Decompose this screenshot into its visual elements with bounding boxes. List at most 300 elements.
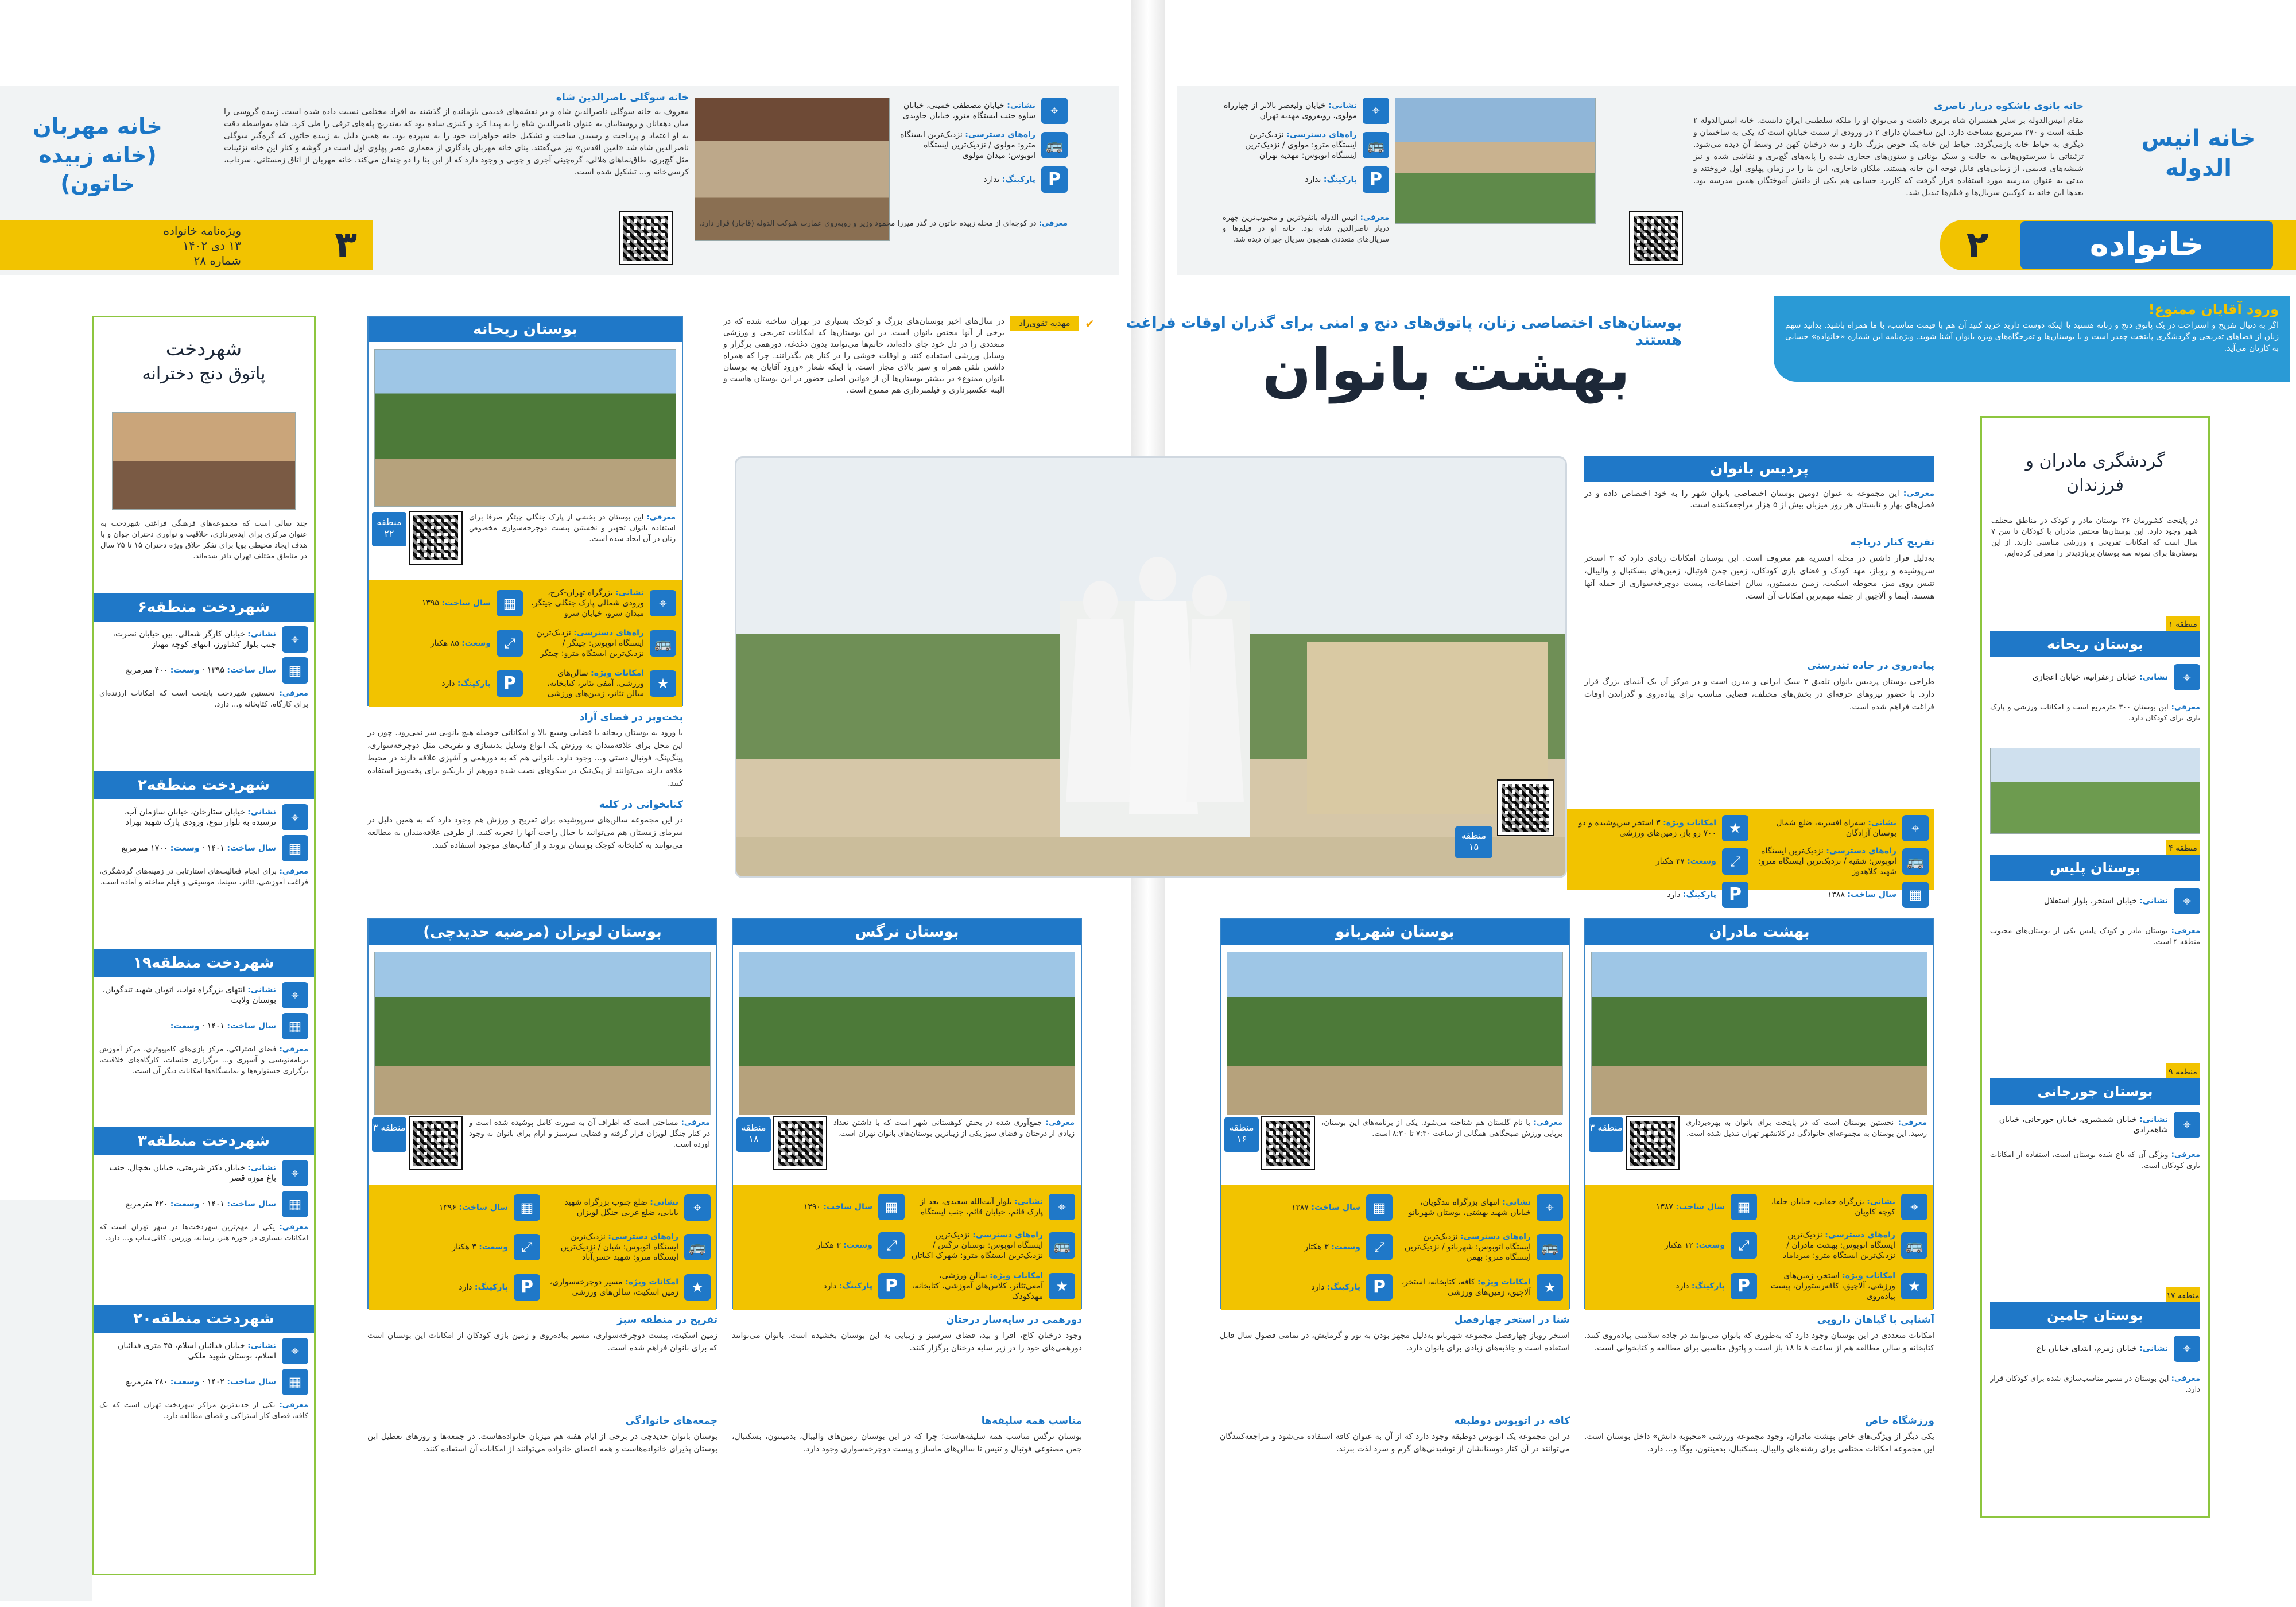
- revdane-intro: [1584, 488, 1934, 511]
- lavizan-sub1: تفریح در منطقه سبز: [617, 1314, 718, 1326]
- shahrdokht-year: ▦ سال ساخت: ۱۴۰۲ · وسعت: ۲۸۰ مترمربع: [94, 1364, 314, 1395]
- anis-text: مقام انیس‌الدوله بر سایر همسران شاه برتری داشت و می‌توان او را ملکه سلطنتی ایران دانست. خانه انیس‌الدوله ۲ طبقه است و ۲۷۰ مترمربع مساحت دارد. این ساختمان دارای ۲ در ورودی از سمت خیابان است که یکی به ساختمان و دیگری به حیاط خانه بازمی‌گردد. حیاط این خانه یک حوض بزرگ دارد و تنه درختان کهن در وسط آن دیده می‌شود. تزئیناتی با سرستون‌هایی به حالت و سبک یونانی و ستون‌های حجاری شده را پایه‌های گچ‌بری و نقاشی شده و نیز شیشه‌های قدیمی، از زیبایی‌های قابل توجه این خانه هستند. ملکان قاجاری، این بنا را در زمان پهلوی اول فروختند و مدتی به عنوان مدرسه مورد استفاده قرار گرفت که کاربرد حسابی هم یکی از دانش آموختگان همین مدرسه بود. بعدها این خانه به کوکبین سریال‌ها و فیلم‌ها تبدیل شد.: [1693, 116, 2084, 197]
- mc-address: [1990, 1112, 2200, 1138]
- park-title-reyhaneh: بوستان ریحانه: [369, 317, 682, 342]
- area-icon: ⤢: [878, 1232, 905, 1259]
- park-qr-narges[interactable]: [774, 1117, 826, 1169]
- left-page-number: ۳: [334, 224, 358, 266]
- park-year-value-reyhaneh: ۱۳۹۵: [421, 599, 439, 608]
- mc-region-badge: منطقه ۹: [2166, 1063, 2200, 1081]
- mother-child-item: [1982, 1063, 2208, 1282]
- bus-icon: 🚌: [1537, 1234, 1563, 1260]
- mc-intro-value: بوستان مادر و کودک پلیس یکی از بوستان‌های محبوب منطقه ۴ است.: [1990, 927, 2200, 946]
- area-icon: ⤢: [497, 630, 523, 657]
- mehraban-parking: ندارد: [983, 175, 1000, 184]
- anis-intro: [1223, 212, 1389, 245]
- calendar-icon: ▦: [282, 835, 308, 861]
- shahrdokht-item: [94, 1305, 314, 1477]
- park-year-value-madaran: ۱۳۸۷: [1655, 1202, 1673, 1212]
- parking-label: پارکینگ:: [1691, 1281, 1725, 1291]
- revdane-sub1: تفریح کنار دریاچه: [1850, 537, 1934, 548]
- park-intro-shahrbanoo: [1321, 1117, 1562, 1181]
- mc-address-value: خیابان استخر، بلوار استقلال: [2043, 896, 2137, 906]
- parking-icon: P: [1363, 166, 1389, 193]
- park-region-lavizan: منطقه ۳: [372, 1117, 406, 1152]
- bus-icon: 🚌: [650, 630, 676, 657]
- parking-icon: P: [1041, 166, 1068, 193]
- parking-icon: P: [1722, 882, 1748, 908]
- revdane-address: [1753, 815, 1929, 841]
- park-qr-shahrbanoo[interactable]: [1262, 1117, 1314, 1169]
- shahrbanoo-text1: استخر روباز چهارفصل مجموعه شهربانو به‌دلیل مجهز بودن به نور و گرمایش، در تمامی فصول سال قابل استفاده است و جاذبه‌های زیادی برای بانوان دارد.: [1220, 1331, 1570, 1353]
- park-card-narges: [732, 918, 1082, 1309]
- location-icon: ⌖: [282, 1338, 308, 1364]
- main-title: بهشت بانوان: [1262, 336, 1630, 403]
- park-area-value-lavizan: ۳ هکتار: [452, 1243, 476, 1252]
- address-label: نشانی:: [247, 1163, 276, 1173]
- parking-label: پارکینگ:: [457, 679, 491, 688]
- park-parking-narges: [739, 1268, 905, 1304]
- shahrdokht-intro-value: یکی از مهم‌ترین شهردخت‌ها در شهر تهران است که امکانات بسیاری در حوزه هنر، رسانه، ورزش، کافی‌شاپ و... دارد.: [99, 1223, 308, 1243]
- park-region-madaran: منطقه ۳: [1589, 1117, 1623, 1152]
- mehraban-intro: [695, 218, 1068, 229]
- star-icon: ★: [684, 1274, 711, 1301]
- year-label: سال ساخت:: [441, 599, 491, 608]
- revdane-address-value: سه‌راه افسریه، ضلع شمال بوستان آزادگان: [1776, 818, 1896, 838]
- bus-icon: 🚌: [1049, 1232, 1075, 1259]
- area-label: وسعت:: [170, 1377, 200, 1387]
- shahrdokht-year-value: ۱۴۰۲: [207, 1377, 224, 1387]
- statue-figure-1: [1066, 619, 1135, 802]
- address-label: نشانی:: [247, 1341, 276, 1350]
- narges-text1: وجود درختان کاج، افرا و بید، فضای سرسبز و زیبایی به این بوستان بخشیده است. بانوان می‌توانند دورهمی‌های خود را در زیر سایه درختان برگزار کنند.: [732, 1331, 1082, 1353]
- calendar-icon: ▦: [282, 1369, 308, 1395]
- park-parking-shahrbanoo: [1227, 1271, 1393, 1304]
- park-area-reyhaneh: [374, 626, 523, 661]
- area-label: وسعت:: [461, 639, 491, 648]
- notice-box: [1774, 296, 2290, 382]
- left-sidebar-subtitle: پاتوق دنج دخترانه: [142, 364, 266, 384]
- parking-icon: P: [497, 670, 523, 697]
- anis-side-title: خانه انیس الدوله: [2141, 125, 2256, 181]
- shahrdokht-area-value: ۴۰۰ مترمربع: [126, 666, 168, 675]
- park-year-shahrbanoo: [1227, 1191, 1393, 1224]
- mehraban-address: خیابان مصطفی خمینی، خیابان ساوه جنب ایستگاه مترو، خیابان جاویدی: [903, 101, 1035, 121]
- year-label: سال ساخت:: [459, 1202, 508, 1212]
- location-icon: ⌖: [1537, 1194, 1563, 1221]
- statue-illustration: [735, 458, 1565, 878]
- parking-icon: P: [514, 1274, 540, 1301]
- park-year-lavizan: [374, 1191, 540, 1224]
- shahrdokht-year: ▦ سال ساخت: ۱۳۹۵ · وسعت: ۴۰۰ مترمربع: [94, 653, 314, 684]
- park-card-shahrbanoo: [1220, 918, 1570, 1309]
- mc-region-badge: منطقه ۱: [2166, 616, 2200, 633]
- park-intro-text-shahrbanoo: با نام گلستان هم شناخته می‌شود. یکی از برنامه‌های این بوستان، برپایی ورزش صبحگاهی همگانی از ساعت ۷:۳۰ تا ۸:۳۰ است.: [1321, 1119, 1562, 1138]
- park-access-value-madaran: نزدیک‌ترین ایستگاه اتوبوس: بهشت مادران / نزدیک‌ترین ایستگاه مترو: میرداماد: [1782, 1230, 1895, 1260]
- left-sidebar-intro: چند سالی است که مجموعه‌های فرهنگی فراغتی شهردخت به عنوان مرکزی برای ایده‌پردازی، خلاقیت و نوآوری دختران جوان و با هدف ایجاد محیطی پویا برای تفکر خلاق ویژه دختران ۱۵ تا ۲۵ سال در مناطق مختلف تهران دائر شده‌اند.: [100, 519, 308, 561]
- park-access-value-reyhaneh: نزدیک‌ترین ایستگاه اتوبوس: چیتگر / نزدیک‌ترین ایستگاه مترو: چیتگر: [536, 628, 644, 658]
- park-parking-value-narges: دارد: [823, 1281, 837, 1291]
- area-label: وسعت:: [479, 1243, 508, 1252]
- revdane-info-panel: [1567, 809, 1934, 905]
- shahrbanoo-sub1: شنا در استخر چهارفصل: [1454, 1314, 1570, 1326]
- edition-issue: شماره ۲۸: [193, 254, 241, 267]
- park-facilities-value-narges: سالن ورزشی، آمفی‌تئاتر، کلاس‌های آموزشی، کتابخانه، مهدکودک: [912, 1271, 1043, 1301]
- calendar-icon: ▦: [878, 1194, 905, 1220]
- shahrdokht-address: [94, 799, 314, 830]
- statue-head-1: [1083, 581, 1118, 622]
- mc-item-head: بوستان پلیس: [1990, 855, 2200, 881]
- park-photo-madaran: [1591, 952, 1927, 1115]
- area-label: وسعت:: [843, 1240, 872, 1250]
- location-icon: ⌖: [1049, 1194, 1075, 1220]
- madaran-sub2: ورزشگاه خاص: [1865, 1415, 1934, 1427]
- star-icon: ★: [1722, 815, 1748, 841]
- calendar-icon: ▦: [1902, 882, 1929, 908]
- park-intro-text-lavizan: مساحتی است که اطراف آن به صورت کامل پوشیده شده است و در کنار جنگل لویزان قرار گرفته و فضایی سرسبز و آرام برای بانوان به وجود آورده است.: [469, 1119, 710, 1149]
- park-facilities-narges: [909, 1268, 1075, 1304]
- park-intro-text-reyhaneh: این بوستان در بخشی از پارک جنگلی چیتگر صرفا برای استفاده بانوان تجهیز و نخستین پیست دوچرخه‌سواری مخصوص زنان در آن ایجاد شده است.: [469, 513, 676, 544]
- revdane-qr-code[interactable]: [1498, 781, 1553, 835]
- anis-access-label: راه‌های دسترسی:: [1286, 130, 1357, 139]
- shahrdokht-item-head: شهردخت منطقه۶: [94, 593, 314, 622]
- year-label: سال ساخت:: [227, 1022, 276, 1031]
- intro-label: معرفی:: [279, 867, 308, 876]
- mehraban-info: [895, 98, 1068, 193]
- intro-label: معرفی:: [279, 1401, 308, 1410]
- parking-label: پارکینگ:: [474, 1283, 508, 1292]
- park-year-narges: [739, 1191, 905, 1222]
- access-label: راه‌های دسترسی:: [1460, 1232, 1531, 1242]
- intro-label: معرفی:: [1898, 1119, 1927, 1127]
- year-label: سال ساخت:: [1676, 1202, 1725, 1212]
- author-name: مهدیه تقوی‌راد: [1010, 316, 1079, 331]
- mc-address: [1990, 888, 2200, 914]
- location-icon: ⌖: [282, 982, 308, 1008]
- lavizan-sub2: جمعه‌های خانوادگی: [625, 1415, 718, 1427]
- park-intro-text-madaran: نخستین بوستان است که در پایتخت برای بانوان به بهره‌برداری رسید. این بوستان به مجموعه‌ای خانوادگی در کلانشهر تهران تبدیل شده است.: [1686, 1119, 1927, 1138]
- shahrdokht-year-value: ۱۴۰۱: [207, 844, 224, 853]
- mehraban-history-text: معروف به خانه سوگلی ناصرالدین شاه و در نقشه‌های قدیمی بازمانده از گذشته به افراد مختلفی نسبت داده شده است. زبیده گروسی را میان دهقانان و روستاییان به عنوان ناصرالدین شاه را به پیدا کرد و کنیزی ساده بود که به‌تدریج پله‌های ترقی را طی کرد. شاه به‌واسطه دقت به او اعتماد و پرداخت و رسیدن ساخت و تشکیل خانه جواهرات خود را به سپرده بود. به همین دلیل به زبیده خاتون که گره‌گیر سوگلی ناصرالدین شاه شد «امین اقدس» نیز می‌گفتند. بنای خانه مهربان یادگاری از معماری عصر پهلوی اول است در گوشه و کنار این خانه تزئینات مثل گچ‌بری، طاق‌نماهای هلالی، گره‌چینی آجری و چوبی و وجود دارد که از این بنا را دو چندان می‌کند. خانه مهربان از اتاق زمستانی، سرداب، کرسی‌خانه و... تشکیل شده است.: [224, 107, 689, 177]
- facilities-label: امکانات ویژه:: [990, 1271, 1043, 1280]
- shahrdokht-intro: [94, 1039, 314, 1091]
- park-photo-reyhaneh: [374, 349, 676, 507]
- lavizan-text2: بوستان بانوان حدیدچی در برخی از ایام هفته هم میزبان خانواده‌هاست. در جمعه‌ها و روزهای تعطیل این بوستان پذیرای خانواده‌هاست و همه اعضای خانواده می‌توانند از امکانات آن استفاده کنند.: [367, 1432, 718, 1454]
- mc-address: [1990, 664, 2200, 690]
- park-area-lavizan: [374, 1229, 540, 1267]
- shahrdokht-address: [94, 622, 314, 653]
- main-kicker: بوستان‌های اختصاصی زنان، پاتوق‌های دنج و امنی برای گذران اوقات فراغت هستند: [1126, 315, 1682, 349]
- mother-child-item: [1982, 1287, 2208, 1505]
- park-parking-reyhaneh: [374, 666, 523, 701]
- shahrdokht-intro-value: نخستین شهردخت پایتخت است که امکانات ارزنده‌ای برای کارگاه، کتابخانه و... دارد.: [99, 689, 308, 709]
- shahrdokht-address-value: خیابان ستارخان، خیابان سازمان آب، نرسیده به بلوار تنوع، ورودی پارک شهید بهزاد: [124, 808, 276, 827]
- facilities-label: امکانات ویژه:: [1663, 818, 1716, 828]
- park-address-shahrbanoo: [1397, 1191, 1563, 1224]
- area-icon: ⤢: [1722, 848, 1748, 875]
- park-year-value-shahrbanoo: ۱۳۸۷: [1291, 1202, 1309, 1212]
- park-intro-lavizan: [469, 1117, 710, 1181]
- mc-intro: [1990, 1373, 2200, 1419]
- madaran-sub1: آشنایی با گیاهان دارویی: [1817, 1314, 1934, 1326]
- park-parking-value-shahrbanoo: دارد: [1311, 1283, 1325, 1292]
- park-facilities-reyhaneh: [528, 666, 676, 701]
- mehraban-side-title: خانه مهربان (خانه زبیده خاتون): [33, 114, 162, 196]
- park-qr-madaran[interactable]: [1627, 1117, 1678, 1169]
- statue-head-2: [1139, 557, 1176, 600]
- intro-label: معرفی:: [1533, 1119, 1562, 1127]
- mehraban-address-label: نشانی:: [1007, 101, 1035, 110]
- intro-label: معرفی:: [279, 1223, 309, 1232]
- intro-label: معرفی:: [1903, 489, 1934, 498]
- anis-address-label: نشانی:: [1328, 101, 1357, 110]
- park-access-madaran: [1762, 1227, 1927, 1263]
- mehraban-qr-code[interactable]: [620, 212, 672, 264]
- shahrdokht-item-head: شهردخت منطقه۳: [94, 1127, 314, 1155]
- address-label: نشانی:: [2139, 896, 2168, 906]
- reyhaneh-sub2: کتابخوانی در کلبه: [599, 799, 683, 810]
- left-sidebar: [92, 316, 316, 1575]
- shahrdokht-item: [94, 771, 314, 943]
- park-region-shahrbanoo: منطقه ۱۶: [1224, 1117, 1259, 1152]
- shahrdokht-area-value: ۱۷۰۰ مترمربع: [121, 844, 168, 853]
- anis-intro-label: معرفی:: [1360, 214, 1390, 222]
- address-label: نشانی:: [2139, 673, 2168, 682]
- park-area-narges: [739, 1227, 905, 1263]
- park-title-shahrbanoo: بوستان شهربانو: [1221, 919, 1569, 945]
- bus-icon: 🚌: [1363, 132, 1389, 158]
- mehraban-intro-text: در کوچه‌ای از محله زبیده خاتون در گذر میرزا محمود وزیر و روبه‌روی عمارت شوکت الدوله (قاجار) قرار دارد.: [699, 219, 1037, 228]
- area-label: وسعت:: [1687, 857, 1716, 866]
- mc-item-head: بوستان جامین: [1990, 1302, 2200, 1329]
- shahrdokht-intro: [94, 1217, 314, 1269]
- area-icon: ⤢: [1366, 1234, 1393, 1260]
- year-label: سال ساخت:: [227, 1200, 276, 1209]
- access-label: راه‌های دسترسی:: [972, 1230, 1043, 1240]
- mc-address: [1990, 1336, 2200, 1362]
- intro-label: معرفی:: [2171, 927, 2200, 936]
- park-access-narges: [909, 1227, 1075, 1263]
- park-access-value-shahrbanoo: نزدیک‌ترین ایستگاه اتوبوس: شهربانو / نزدیک‌ترین ایستگاه مترو: بهمن: [1405, 1232, 1531, 1263]
- park-access-lavizan: [545, 1229, 711, 1267]
- address-label: نشانی:: [247, 808, 276, 817]
- bus-icon: 🚌: [1901, 1232, 1927, 1259]
- bus-icon: 🚌: [1041, 132, 1068, 158]
- parking-icon: P: [1731, 1273, 1757, 1299]
- mc-intro-value: این بوستان ۳۰۰ مترمربع است و امکانات ورزشی و پارک بازی برای کودکان دارد.: [1990, 703, 2200, 723]
- park-info-panel-shahrbanoo: [1221, 1185, 1569, 1310]
- intro-label: معرفی:: [279, 689, 308, 698]
- location-icon: ⌖: [282, 804, 308, 830]
- location-icon: ⌖: [2174, 1112, 2200, 1138]
- address-label: نشانی:: [247, 630, 276, 639]
- year-label: سال ساخت:: [1311, 1202, 1360, 1212]
- park-qr-lavizan[interactable]: [410, 1117, 461, 1169]
- location-icon: ⌖: [282, 1160, 308, 1186]
- right-sidebar: [1980, 416, 2210, 1518]
- location-icon: ⌖: [1902, 815, 1929, 841]
- park-access-value-lavizan: نزدیک‌ترین ایستگاه اتوبوس: شیان / نزدیک‌ترین ایستگاه مترو: شهید حسن‌آباد: [560, 1232, 678, 1263]
- shahrdokht-area-value: ۲۸۰ مترمربع: [126, 1377, 168, 1387]
- park-address-reyhaneh: [528, 585, 676, 621]
- park-parking-lavizan: [374, 1271, 540, 1304]
- park-photo-lavizan: [374, 952, 711, 1115]
- address-label: نشانی:: [1014, 1197, 1043, 1206]
- address-label: نشانی:: [2139, 1115, 2168, 1124]
- park-qr-reyhaneh[interactable]: [410, 512, 461, 564]
- mc-item-head: بوستان جورجانی: [1990, 1078, 2200, 1105]
- park-year-madaran: [1591, 1191, 1757, 1222]
- shahrdokht-year: ▦ سال ساخت: ۱۴۰۱ · وسعت:: [94, 1008, 314, 1039]
- shahrdokht-address: [94, 977, 314, 1008]
- revdane-intro-text: این مجموعه به عنوان دومین بوستان اختصاصی بانوان شهر را به خود اختصاص داده و در فصل‌های بهار و تابستان هر روز میزبان بیش از ۵ هزار مراجعه‌کننده است.: [1584, 489, 1934, 510]
- mehraban-history-heading: خانه سوگلی ناصرالدین شاه: [556, 92, 689, 103]
- park-year-value-lavizan: ۱۳۹۶: [439, 1202, 456, 1212]
- park-parking-value-madaran: دارد: [1676, 1281, 1689, 1291]
- reyhaneh-sub1: پخت‌وپز در فضای آزاد: [579, 712, 683, 723]
- area-label: وسعت:: [170, 1022, 200, 1031]
- year-label: سال ساخت:: [227, 844, 276, 853]
- shahrdokht-address-value: خیابان فدائیان اسلام، ۴۵ متری فدائیان اسلام، بوستان شهید ملکی: [118, 1341, 276, 1361]
- park-info-panel-reyhaneh: [369, 580, 682, 707]
- shahrdokht-area-value: ۴۲۰ مترمربع: [126, 1200, 168, 1209]
- anis-qr-code[interactable]: [1630, 212, 1682, 264]
- logo-text: خانواده: [2089, 226, 2204, 263]
- park-intro-madaran: [1686, 1117, 1927, 1181]
- mehraban-parking-label: پارکینگ:: [1002, 175, 1035, 184]
- mc-address-value: خیابان شمشیری، خیابان جورجانی، خیابان شاهمرادی: [1999, 1115, 2168, 1135]
- shahrdokht-intro-value: برای انجام فعالیت‌های استارتاپی در زمینه‌های گردشگری، فراغت آموزشی، تئاتر، سینما، موسیقی و فیلم ساخته و آماده است.: [99, 867, 308, 887]
- park-area-shahrbanoo: [1227, 1229, 1393, 1267]
- park-area-value-madaran: ۱۲ هکتار: [1664, 1240, 1693, 1250]
- revdane-area-value: ۳۷ هکتار: [1655, 857, 1685, 866]
- police-park-photo: [1990, 748, 2200, 834]
- address-label: نشانی:: [247, 985, 276, 995]
- facilities-label: امکانات ویژه:: [1477, 1278, 1531, 1287]
- intro-label: معرفی:: [2171, 703, 2200, 712]
- revdane-parking-value: دارد: [1667, 890, 1681, 899]
- shahrdokht-year-value: ۱۳۹۵: [207, 666, 224, 675]
- park-access-shahrbanoo: [1397, 1229, 1563, 1267]
- address-label: نشانی:: [2139, 1344, 2168, 1353]
- park-address-value-lavizan: ضلع جنوب بزرگراه شهید بابایی، ضلع غربی جنگل لویزان: [564, 1197, 678, 1217]
- revdane-year: [1753, 882, 1929, 908]
- year-label: سال ساخت:: [227, 1377, 276, 1387]
- area-label: وسعت:: [1331, 1243, 1360, 1252]
- parking-icon: P: [1366, 1274, 1393, 1301]
- address-label: نشانی:: [615, 588, 644, 597]
- park-address-lavizan: [545, 1191, 711, 1224]
- park-facilities-value-shahrbanoo: کافه، کتابخانه، استخر، آلاچیق، زمین‌های ورزشی: [1401, 1278, 1531, 1298]
- shahrdokht-year: ▦ سال ساخت: ۱۴۰۱ · وسعت: ۴۲۰ مترمربع: [94, 1186, 314, 1217]
- location-icon: ⌖: [650, 590, 676, 616]
- mehraban-access-label: راه‌های دسترسی:: [965, 130, 1035, 139]
- intro-label: معرفی:: [681, 1119, 710, 1127]
- location-icon: ⌖: [2174, 664, 2200, 690]
- revdane-access: [1753, 846, 1929, 877]
- mc-intro: [1990, 702, 2200, 748]
- intro-label: معرفی:: [279, 1045, 308, 1054]
- anis-access: نزدیک‌ترین ایستگاه مترو: مولوی / نزدیک‌ترین ایستگاه اتوبوس: مهدیه تهران: [1245, 130, 1357, 160]
- access-label: راه‌های دسترسی:: [1826, 847, 1896, 856]
- address-label: نشانی:: [1502, 1197, 1531, 1207]
- calendar-icon: ▦: [282, 657, 308, 684]
- mc-intro-value: این بوستان در مسیر مناسب‌سازی شده برای کودکان قرار دارد.: [1990, 1375, 2200, 1394]
- revdane-facilities-value: ۳ استخر سرپوشیده و دو ۷۰۰ رو باز، زمین‌های ورزشی: [1578, 818, 1716, 838]
- intro-label: معرفی:: [646, 513, 676, 522]
- facilities-label: امکانات ویژه:: [625, 1278, 678, 1287]
- anis-parking-label: پارکینگ:: [1323, 175, 1357, 184]
- mother-child-item: [1982, 840, 2208, 1058]
- shahrdokht-item-head: شهردخت منطقه۱۹: [94, 949, 314, 977]
- madaran-text2: یکی دیگر از ویژگی‌های خاص بهشت مادران، وجود مجموعه ورزشی «محبوبه دانش» داخل بوستان است. این مجموعه امکانات مختلفی برای رشته‌های والیبال، بسکتبال، بدمینتون، یوگا و... دارد.: [1584, 1432, 1934, 1454]
- parking-icon: P: [878, 1273, 905, 1299]
- mehraban-access: نزدیک‌ترین ایستگاه مترو: مولوی / نزدیک‌ترین ایستگاه اتوبوس: میدان مولوی: [900, 130, 1035, 160]
- park-address-value-madaran: بزرگراه حقانی، خیابان جلفا، کوچه کاویان: [1771, 1197, 1895, 1217]
- reyhaneh-text1: با ورود به بوستان ریحانه با فضایی وسیع بالا و امکاناتی حوصله هیچ بانویی سر نمی‌رود. چون در این محل برای علاقه‌مندان به ورزش یک انواع وسایل بدنسازی و تفریحی مثل دوچرخه‌سواری، پینگ‌پنگ، فوتبال دستی و... وجود دارد. بانوانی هم که به دورهمی و آشپزی علاقه دارند در محیط علاقه دارند می‌توانند از پیک‌نیک در سکوهای نصب شده دورهم از باربکیو برای پخت‌وپز استفاده کنند.: [367, 728, 683, 788]
- park-facilities-madaran: [1762, 1268, 1927, 1304]
- location-icon: ⌖: [2174, 1336, 2200, 1362]
- location-icon: ⌖: [1363, 98, 1389, 124]
- park-facilities-value-madaran: استخر، زمین‌های ورزشی، آلاچیق، کافه‌رستوران، پیست پیاده‌روی: [1770, 1271, 1895, 1301]
- park-address-value-narges: بلوار آیت‌الله سعیدی، بعد از پارک قائم، خیابان قائم، جنب ایستگاه: [920, 1197, 1043, 1217]
- mc-address-value: خیابان زمزم، ابتدای خیابان باغ: [2036, 1344, 2137, 1353]
- parking-label: پارکینگ:: [1682, 890, 1716, 899]
- lavizan-text1: زمین اسکیت، پیست دوچرخه‌سواری، مسیر پیاده‌روی و زمین بازی کودکان از امکانات این بوستان است که برای بانوان فراهم شده است.: [367, 1331, 718, 1353]
- mc-intro: [1990, 926, 2200, 972]
- narges-sub2: مناسب همه سلیقه‌ها: [981, 1415, 1082, 1427]
- left-sidebar-photo: [112, 412, 296, 510]
- area-icon: ⤢: [514, 1234, 540, 1260]
- anis-info: [1223, 98, 1389, 193]
- park-region-narges: منطقه ۱۸: [736, 1117, 771, 1152]
- edition-label: ویژه‌نامه خانواده: [163, 224, 241, 238]
- left-sidebar-bg: [0, 1200, 92, 1601]
- author-check-icon: ✔: [1085, 317, 1095, 331]
- anis-house-photo: [1395, 98, 1596, 224]
- parking-label: پارکینگ:: [1327, 1283, 1360, 1292]
- park-year-reyhaneh: [374, 585, 523, 621]
- notice-text: اگر به دنبال تفریح و استراحت در یک پاتوق دنج و زنانه هستید یا اینکه دوست دارید خرید کنید آن هم با قیمت مناسب، با ما همراه باشید. بدانید سهم زنان از فضاهای تفریحی و گردشگری پایتخت چقدر است و با بوستان‌ها و تفرجگاه‌های ویژه بانوان آشنا شوید. ویژه‌نامه این شماره «خانواده» حسابی به کارتان می‌آید.: [1785, 321, 2279, 353]
- area-icon: ⤢: [1731, 1232, 1757, 1259]
- park-photo-narges: [739, 952, 1075, 1115]
- shahrdokht-address: [94, 1155, 314, 1186]
- park-parking-madaran: [1591, 1268, 1757, 1304]
- facilities-label: امکانات ویژه:: [591, 669, 644, 678]
- park-intro-reyhaneh: [469, 512, 676, 575]
- edition-date: ۱۳ دی ۱۴۰۲: [183, 239, 241, 253]
- logo: [2020, 221, 2273, 269]
- notice-title: ورود آقایان ممنوع!: [2148, 301, 2279, 317]
- park-facilities-lavizan: [545, 1271, 711, 1304]
- parking-label: پارکینگ:: [839, 1281, 872, 1291]
- calendar-icon: ▦: [282, 1191, 308, 1217]
- intro-label: معرفی:: [2171, 1375, 2200, 1383]
- area-label: وسعت:: [170, 1200, 200, 1209]
- star-icon: ★: [1537, 1274, 1563, 1301]
- shahrdokht-address-value: انتهای بزرگراه نواب، اتوبان شهید تندگویان، بوستان ولایت: [102, 985, 276, 1005]
- park-address-madaran: [1762, 1191, 1927, 1222]
- shahrdokht-address-value: خیابان کارگر شمالی، بین خیابان نصرت، جنب بلوار کشاورز، انتهای کوچه مهناز: [113, 630, 276, 649]
- madaran-text1: امکانات متعددی در این بوستان وجود دارد که به‌طوری که بانوان می‌توانند در جاده سلامتی پیاده‌روی کنند. کتابخانه و سالن مطالعه هم از ساعت ۸ تا ۱۸ باز است و پاتوق مناسبی برای مطالعه و کتابخوانی است.: [1584, 1331, 1934, 1353]
- shahrdokht-year: ▦ سال ساخت: ۱۴۰۱ · وسعت: ۱۷۰۰ مترمربع: [94, 830, 314, 861]
- shahrdokht-intro: [94, 861, 314, 913]
- park-facilities-value-reyhaneh: سالن‌های ورزشی، آمفی تئاتر، کتابخانه، سالن تئاتر، زمین‌های ورزشی: [547, 669, 644, 698]
- mc-intro-value: ویژگی آن که باغ شده بوستان است، استفاده از امکانات بازی کودکان است.: [1990, 1151, 2200, 1170]
- calendar-icon: ▦: [1731, 1194, 1757, 1220]
- park-parking-value-lavizan: دارد: [459, 1283, 472, 1292]
- park-area-madaran: [1591, 1227, 1757, 1263]
